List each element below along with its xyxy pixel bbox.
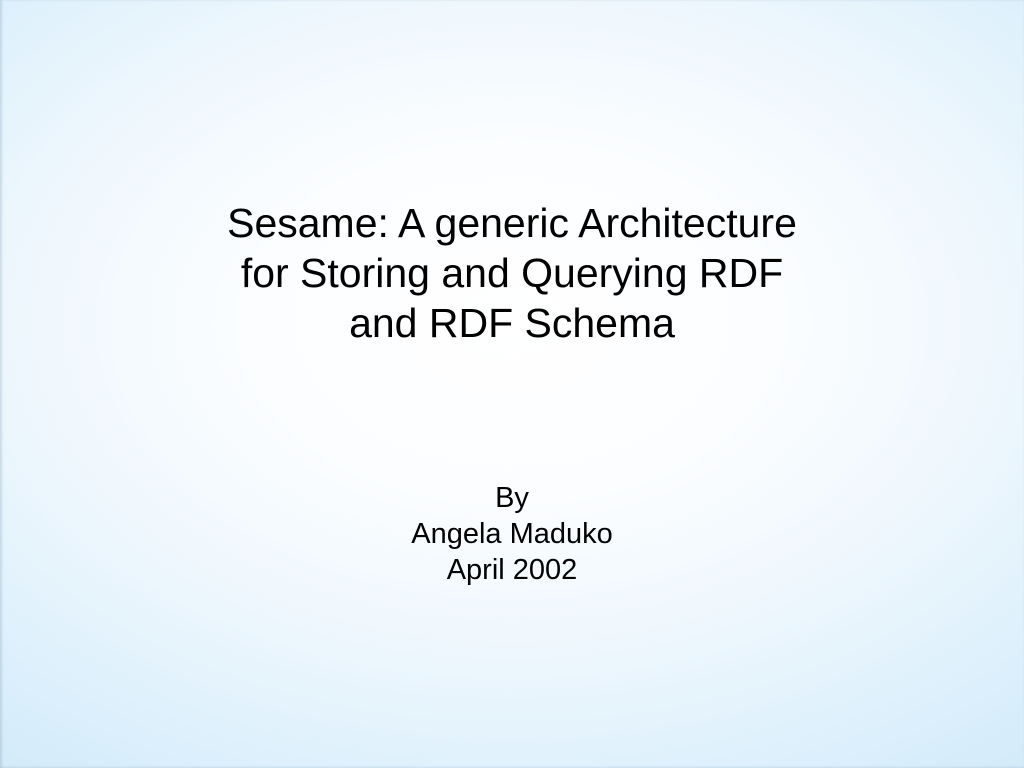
slide-title — [62, 198, 962, 348]
byline-author: Angela Maduko — [411, 518, 613, 550]
slide-title-line-2: for Storing and Querying RDF — [240, 250, 784, 296]
slide-title-line-3: and RDF Schema — [349, 300, 675, 346]
slide-title-line-1: Sesame: A generic Architecture — [227, 200, 797, 246]
byline-date: April 2002 — [446, 554, 578, 586]
slide-subtitle — [162, 480, 862, 588]
byline-by: By — [495, 482, 529, 514]
